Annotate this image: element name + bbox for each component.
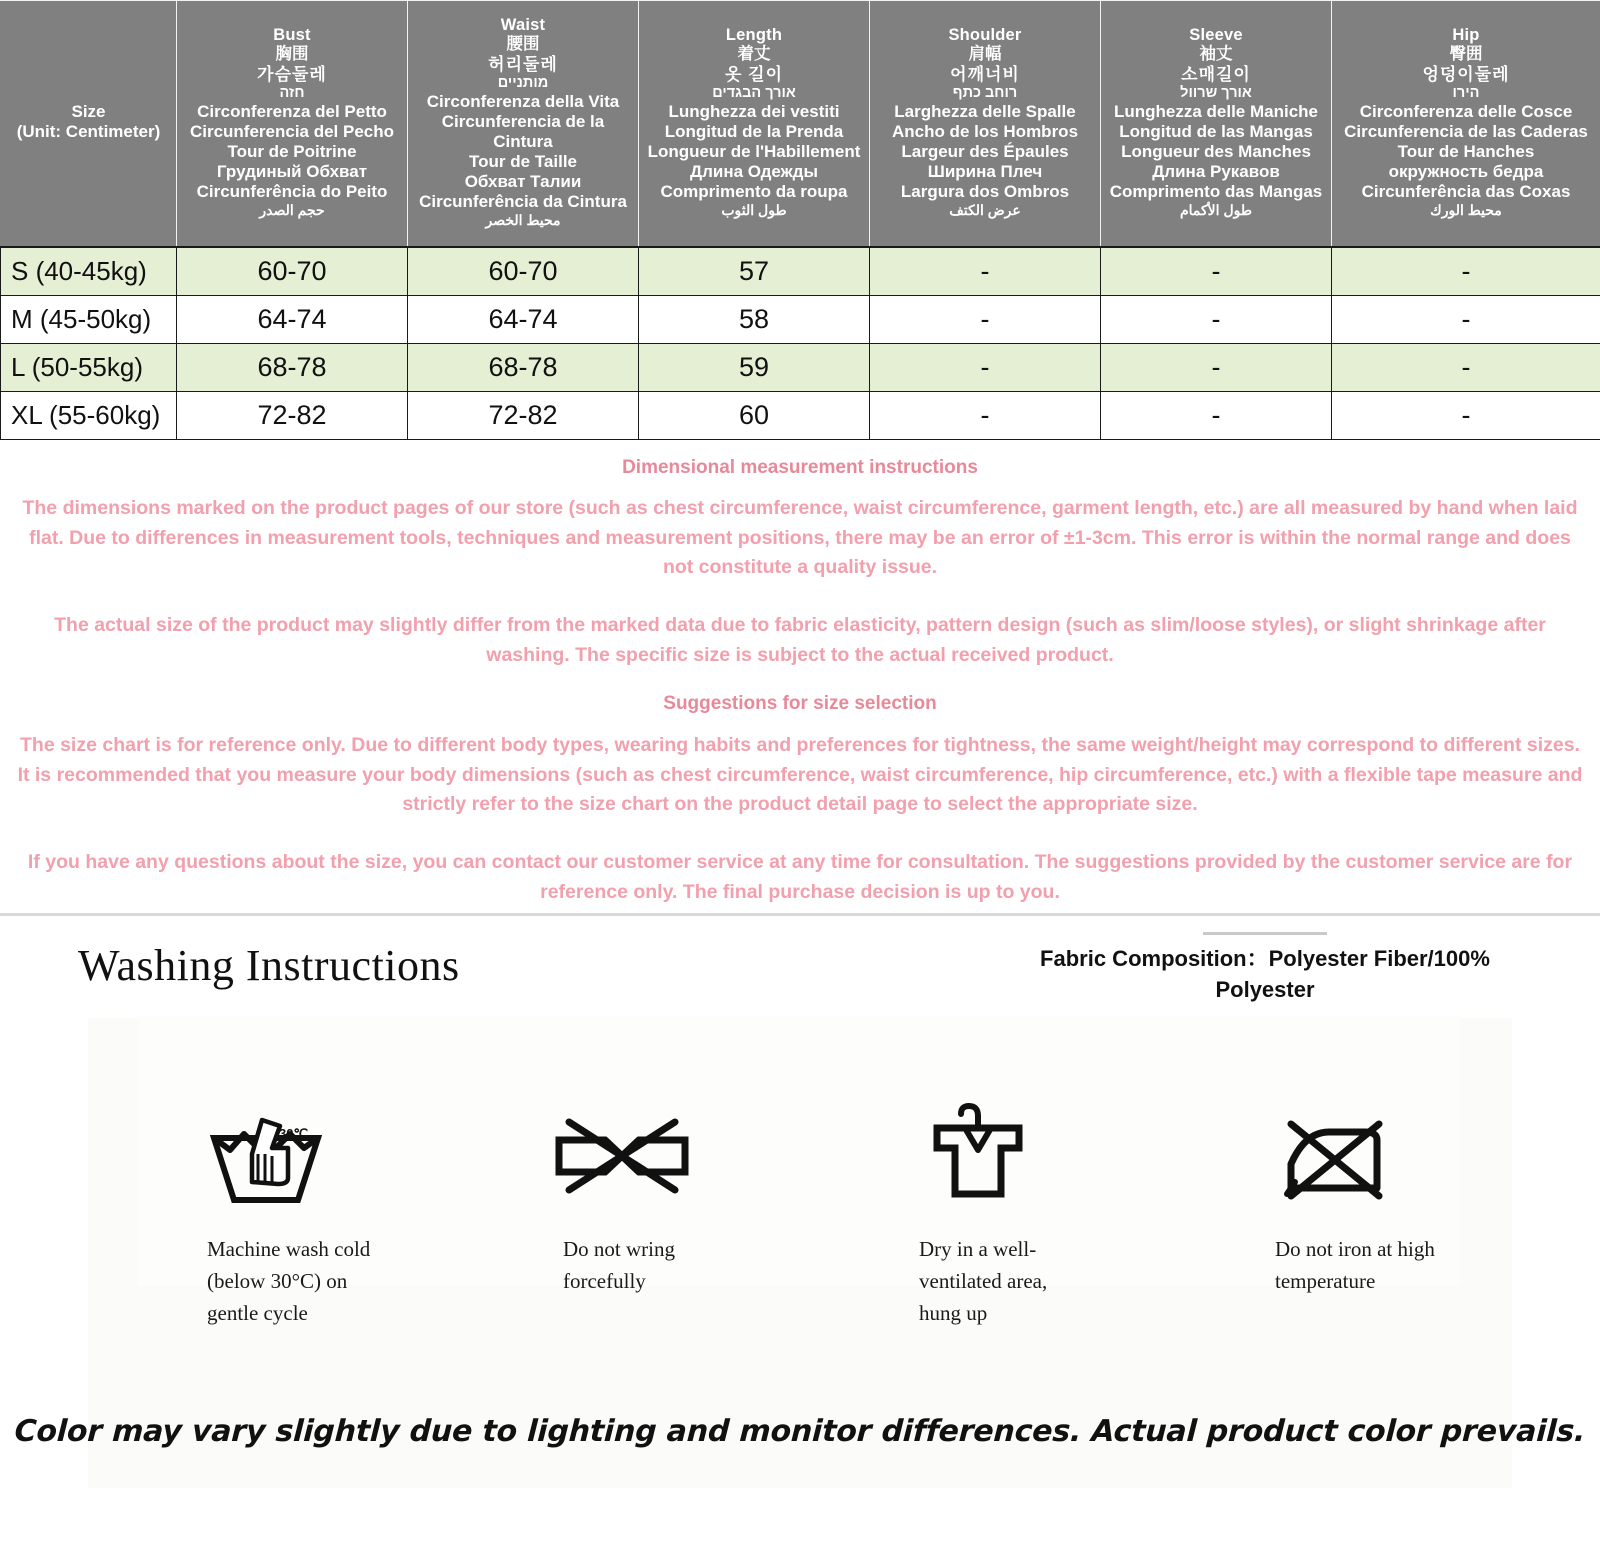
cell-bust: 72-82 <box>177 391 408 439</box>
hip-label-ar: محيط الورك <box>1430 202 1502 219</box>
table-row <box>1 391 1600 439</box>
cell-shoulder: - <box>870 343 1101 391</box>
hang-dry-shirt-icon <box>800 1096 1156 1208</box>
column-header-length <box>639 1 870 247</box>
divider-line <box>1203 932 1327 935</box>
sleeve-label-zh: 袖丈 <box>1199 45 1233 64</box>
column-header-hip <box>1332 1 1600 247</box>
svg-text:30℃: 30℃ <box>279 1126 309 1142</box>
care-item-machine-wash <box>88 1096 444 1330</box>
table-header <box>1 1 1600 247</box>
waist-label-ar: محيط الخصر <box>485 212 561 229</box>
care-label-do-not-wring: Do not wring forcefully <box>563 1237 675 1294</box>
cell-shoulder: - <box>870 391 1101 439</box>
note-heading-dimensional: Dimensional measurement instructions <box>622 456 978 478</box>
hip-label-zh: 臀囲 <box>1449 45 1483 64</box>
note-paragraph-3: The size chart is for reference only. Due to different body types, wearing habits and preferences for tightness, the same weight/height may correspond to different sizes. It is recommended that you measure your body dimensions (such as chest circumference, waist circumference, hip circumference, etc.) with a flexible tape measure and strictly refer to the size chart on the product detail page to select the appropriate size. <box>17 734 1583 816</box>
care-label-do-not-iron: Do not iron at high temperature <box>1275 1237 1435 1294</box>
color-variation-note: Color may vary slightly due to lighting and monitor differences. Actual product color prevails. <box>13 1414 1587 1450</box>
care-item-do-not-wring <box>444 1096 800 1330</box>
hip-label-es: Circunferencia de las Caderas <box>1344 121 1588 141</box>
shoulder-label-he: רוחב כתף <box>952 84 1018 101</box>
waist-label-ko: 허리둘레 <box>488 54 558 74</box>
note-paragraph-1: The dimensions marked on the product pages of our store (such as chest circumference, waist circumference, garment length, etc.) are all measured by hand when laid flat. Due to differences in measurement tools, techniques and measurement positions, there may be an error of ±1-3cm. This error is within the normal range and does not constitute a quality issue. <box>22 497 1578 579</box>
cell-length: 57 <box>639 247 870 296</box>
note-spacer <box>10 583 1590 597</box>
table-row <box>1 343 1600 391</box>
bust-label-it: Circonferenza del Petto <box>197 101 387 121</box>
cell-hip: - <box>1332 391 1600 439</box>
column-header-size <box>1 1 177 247</box>
cell-hip: - <box>1332 295 1600 343</box>
length-label-en: Length <box>725 25 783 44</box>
waist-label-es: Circunferencia de la Cintura <box>441 111 605 151</box>
note-heading-suggestions: Suggestions for size selection <box>663 693 937 715</box>
fabric-composition-block <box>1040 932 1490 1005</box>
bust-label-ar: حجم الصدر <box>259 202 325 219</box>
sleeve-label-ar: طول الأكمام <box>1179 202 1252 219</box>
cell-waist: 64-74 <box>408 295 639 343</box>
measurement-notes-section <box>0 440 1600 917</box>
washing-instructions-title: Washing Instructions <box>78 941 460 991</box>
sleeve-label-he: אורך שרוול <box>1180 84 1252 101</box>
column-header-waist <box>408 1 639 247</box>
do-not-wring-icon <box>444 1096 800 1208</box>
waist-label-it: Circonferenza della Vita <box>426 91 620 111</box>
length-label-he: אורך הבגדים <box>712 84 796 101</box>
cell-sleeve: - <box>1101 295 1332 343</box>
shoulder-label-pt: Largura dos Ombros <box>900 182 1070 202</box>
bust-label-ru: Грудиный Обхват <box>216 162 368 182</box>
length-label-it: Lunghezza dei vestiti <box>668 101 840 121</box>
column-header-bust <box>177 1 408 247</box>
waist-label-en: Waist <box>500 15 546 34</box>
do-not-iron-icon <box>1156 1096 1512 1208</box>
cell-size: M (45-50kg) <box>1 295 177 343</box>
length-label-ko: 옷 길이 <box>725 64 783 84</box>
cell-length: 58 <box>639 295 870 343</box>
fabric-composition-text: Fabric Composition：Polyester Fiber/100% Polyester <box>1040 946 1490 1003</box>
cell-waist: 68-78 <box>408 343 639 391</box>
washing-icons-row <box>88 1096 1512 1330</box>
cell-shoulder: - <box>870 295 1101 343</box>
column-header-size-unit: (Unit: Centimeter) <box>16 122 161 142</box>
cell-length: 60 <box>639 391 870 439</box>
sleeve-label-it: Lunghezza delle Maniche <box>1113 101 1319 121</box>
care-item-do-not-iron <box>1156 1096 1512 1330</box>
shoulder-label-ko: 어깨너비 <box>950 64 1020 84</box>
care-item-hang-dry <box>800 1096 1156 1330</box>
shoulder-label-fr: Largeur des Épaules <box>901 142 1069 162</box>
length-label-pt: Comprimento da roupa <box>660 182 848 202</box>
cell-hip: - <box>1332 343 1600 391</box>
bust-label-he: חזה <box>279 84 305 101</box>
table-row <box>1 295 1600 343</box>
shoulder-label-en: Shoulder <box>948 25 1022 44</box>
bust-label-zh: 胸围 <box>275 45 309 64</box>
size-chart-table <box>0 0 1600 440</box>
bust-label-fr: Tour de Poitrine <box>227 142 357 162</box>
shoulder-label-it: Larghezza delle Spalle <box>894 101 1076 121</box>
cell-size: S (40-45kg) <box>1 247 177 296</box>
cell-size: XL (55-60kg) <box>1 391 177 439</box>
length-label-fr: Longueur de l'Habillement <box>647 142 861 162</box>
cell-sleeve: - <box>1101 247 1332 296</box>
note-spacer <box>10 670 1590 684</box>
hip-label-ko: 엉덩이둘레 <box>1422 64 1510 84</box>
shoulder-label-es: Ancho de los Hombros <box>891 121 1079 141</box>
waist-label-pt: Circunferência da Cintura <box>419 192 627 212</box>
cell-sleeve: - <box>1101 391 1332 439</box>
shoulder-label-zh: 肩幅 <box>968 45 1002 64</box>
hand-wash-basin-30c-icon <box>88 1096 444 1208</box>
bust-label-pt: Circunferência do Peito <box>196 182 388 202</box>
cell-bust: 68-78 <box>177 343 408 391</box>
sleeve-label-es: Longitud de las Mangas <box>1119 121 1313 141</box>
column-header-sleeve <box>1101 1 1332 247</box>
sleeve-label-ko: 소매길이 <box>1181 64 1251 84</box>
sleeve-label-ru: Длина Рукавов <box>1152 162 1280 182</box>
waist-label-fr: Tour de Taille <box>469 152 577 172</box>
waist-label-ru: Обхват Талии <box>464 172 582 192</box>
cell-hip: - <box>1332 247 1600 296</box>
table-body <box>1 247 1600 440</box>
hip-label-he: הירו <box>1452 84 1480 101</box>
cell-waist: 60-70 <box>408 247 639 296</box>
cell-sleeve: - <box>1101 343 1332 391</box>
hip-label-pt: Circunferência das Coxas <box>1361 182 1571 202</box>
cell-shoulder: - <box>870 247 1101 296</box>
shoulder-label-ar: عرض الكتف <box>949 202 1021 219</box>
care-label-hang-dry: Dry in a well-ventilated area, hung up <box>919 1237 1048 1325</box>
table-row <box>1 247 1600 296</box>
length-label-ar: طول الثوب <box>721 202 787 219</box>
bust-label-ko: 가슴둘레 <box>257 64 327 84</box>
note-spacer <box>10 820 1590 834</box>
cell-waist: 72-82 <box>408 391 639 439</box>
sleeve-label-en: Sleeve <box>1189 25 1243 44</box>
bust-label-es: Circunferencia del Pecho <box>189 121 395 141</box>
sleeve-label-fr: Longueur des Manches <box>1121 142 1311 162</box>
table-header-row <box>1 1 1600 247</box>
hip-label-fr: Tour de Hanches <box>1397 142 1535 162</box>
hip-label-ru: окружность бедра <box>1388 162 1544 182</box>
bust-label-en: Bust <box>273 25 311 44</box>
cell-bust: 60-70 <box>177 247 408 296</box>
care-label-machine-wash: Machine wash cold (below 30°C) on gentle cycle <box>207 1237 371 1325</box>
cell-size: L (50-55kg) <box>1 343 177 391</box>
column-header-shoulder <box>870 1 1101 247</box>
note-paragraph-4: If you have any questions about the size, you can contact our customer service at any time for consultation. The suggestions provided by the customer service are for reference only. The final purchase decision is up to you. <box>27 850 1573 903</box>
hip-label-en: Hip <box>1452 25 1480 44</box>
length-label-es: Longitud de la Prenda <box>664 121 844 141</box>
cell-bust: 64-74 <box>177 295 408 343</box>
column-header-size-title: Size <box>71 102 106 122</box>
hip-label-it: Circonferenza delle Cosce <box>1359 101 1573 121</box>
washing-instructions-section <box>0 916 1600 1550</box>
cell-length: 59 <box>639 343 870 391</box>
length-label-ru: Длина Одежды <box>690 162 818 182</box>
note-paragraph-2: The actual size of the product may slightly differ from the marked data due to fabric elasticity, pattern design (such as slim/loose styles), or slight shrinkage after washing. The specific size is subject to the actual received product. <box>54 614 1546 666</box>
waist-label-zh: 腰围 <box>506 35 540 54</box>
shoulder-label-ru: Ширина Плеч <box>927 162 1043 182</box>
sleeve-label-pt: Comprimento das Mangas <box>1109 182 1323 202</box>
waist-label-he: מותניים <box>497 74 549 91</box>
length-label-zh: 着丈 <box>737 45 771 64</box>
